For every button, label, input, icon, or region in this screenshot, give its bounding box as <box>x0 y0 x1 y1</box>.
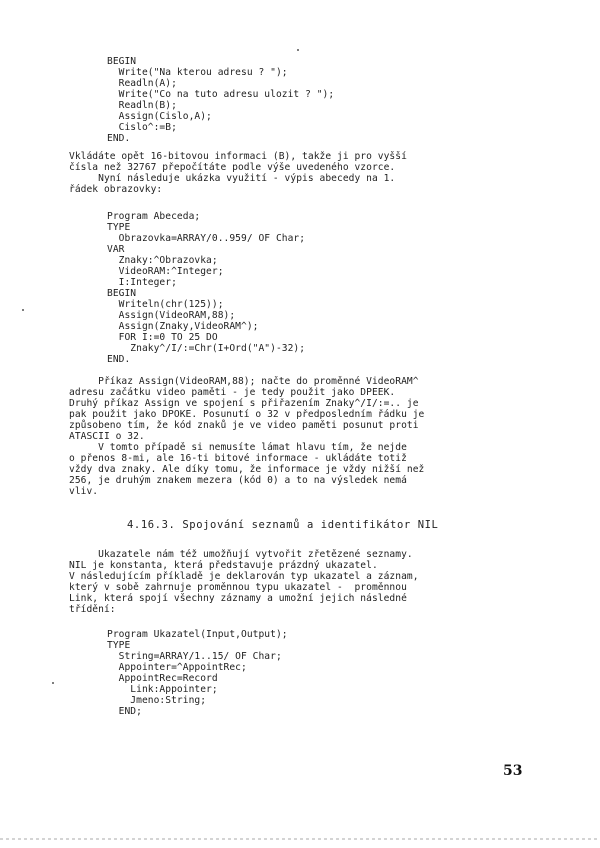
code-line: VideoRAM:^Integer; <box>107 266 224 277</box>
code-line: Link:Appointer; <box>107 684 218 695</box>
text-line: Vkládáte opět 16-bitovou informaci (B), takže ji pro vyšší <box>69 151 407 162</box>
code-line: TYPE <box>107 640 131 651</box>
text-line: 256, je druhým znakem mezera (kód 0) a to na výsledek nemá <box>69 475 407 486</box>
code-line: BEGIN <box>107 288 137 299</box>
text-line: Nyní následuje ukázka využití - výpis abecedy na 1. <box>69 173 396 184</box>
code-line: Assign(Cislo,A); <box>107 111 212 122</box>
code-line: Znaky:^Obrazovka; <box>107 255 218 266</box>
text-line: čísla než 32767 přepočítáte podle výše uvedeného vzorce. <box>69 162 396 173</box>
code-line: END; <box>107 706 142 717</box>
code-line: Write("Co na tuto adresu ulozit ? "); <box>107 89 335 100</box>
code-line: Program Abeceda; <box>107 211 201 222</box>
text-line: Ukazatele nám též umožňují vytvořit zřetězené seznamy. <box>69 549 413 560</box>
code-line: Assign(VideoRAM,88); <box>107 310 236 321</box>
text-line: V tomto případě si nemusíte lámat hlavu tím, že nejde <box>69 442 407 453</box>
code-line: I:Integer; <box>107 277 177 288</box>
text-line: který v sobě zahrnuje proměnnou typu ukazatel - proměnnou <box>69 582 407 593</box>
code-line: FOR I:=0 TO 25 DO <box>107 332 218 343</box>
code-line: Jmeno:String; <box>107 695 207 706</box>
code-line: END. <box>107 133 131 144</box>
code-line: VAR <box>107 244 125 255</box>
text-line: Link, která spojí všechny záznamy a umožní jejich následné <box>69 593 407 604</box>
code-line: Writeln(chr(125)); <box>107 299 224 310</box>
text-line: NIL je konstanta, která představuje prázdný ukazatel. <box>69 560 378 571</box>
code-line: Cislo^:=B; <box>107 122 177 133</box>
text-line: ATASCII o 32. <box>69 431 145 442</box>
code-line: Znaky^/I/:=Chr(I+Ord("A")-32); <box>107 343 306 354</box>
code-line: TYPE <box>107 222 131 233</box>
scan-speck <box>22 309 24 311</box>
code-line: AppointRec=Record <box>107 673 218 684</box>
code-line: Readln(A); <box>107 78 177 89</box>
text-line: V následujícím příkladě je deklarován typ ukazatel a záznam, <box>69 571 419 582</box>
code-line: END. <box>107 354 131 365</box>
text-line: o přenos 8-mi, ale 16-ti bitové informace - ukládáte totiž <box>69 453 407 464</box>
code-line: Readln(B); <box>107 100 177 111</box>
text-line: způsobeno tím, že kód znaků je ve video paměti posunut proti <box>69 420 419 431</box>
text-line: třídění: <box>69 604 116 615</box>
code-line: String=ARRAY/1..15/ OF Char; <box>107 651 282 662</box>
text-line: adresu začátku video paměti - je tedy použit jako DPEEK. <box>69 387 396 398</box>
text-line: pak použit jako DPOKE. Posunutí o 32 v předposledním řádku je <box>69 409 425 420</box>
text-line: řádek obrazovky: <box>69 184 163 195</box>
code-line: Assign(Znaky,VideoRAM^); <box>107 321 259 332</box>
code-line: Program Ukazatel(Input,Output); <box>107 629 288 640</box>
text-line: vliv. <box>69 486 99 497</box>
text-line: Druhý příkaz Assign ve spojení s přiřazením Znaky^/I/:=.. je <box>69 398 419 409</box>
code-line: Appointer=^AppointRec; <box>107 662 247 673</box>
scan-edge <box>0 838 600 840</box>
code-line: Write("Na kterou adresu ? "); <box>107 67 288 78</box>
page-number: 53 <box>503 763 523 779</box>
scan-speck <box>297 49 299 51</box>
code-line: BEGIN <box>107 56 137 67</box>
scan-speck <box>52 682 54 684</box>
text-line: vždy dva znaky. Ale díky tomu, že informace je vždy nižší než <box>69 464 425 475</box>
section-heading: 4.16.3. Spojování seznamů a identifikátor NIL <box>127 519 439 531</box>
text-line: Příkaz Assign(VideoRAM,88); načte do proměnné VideoRAM^ <box>69 376 419 387</box>
code-line: Obrazovka=ARRAY/0..959/ OF Char; <box>107 233 306 244</box>
